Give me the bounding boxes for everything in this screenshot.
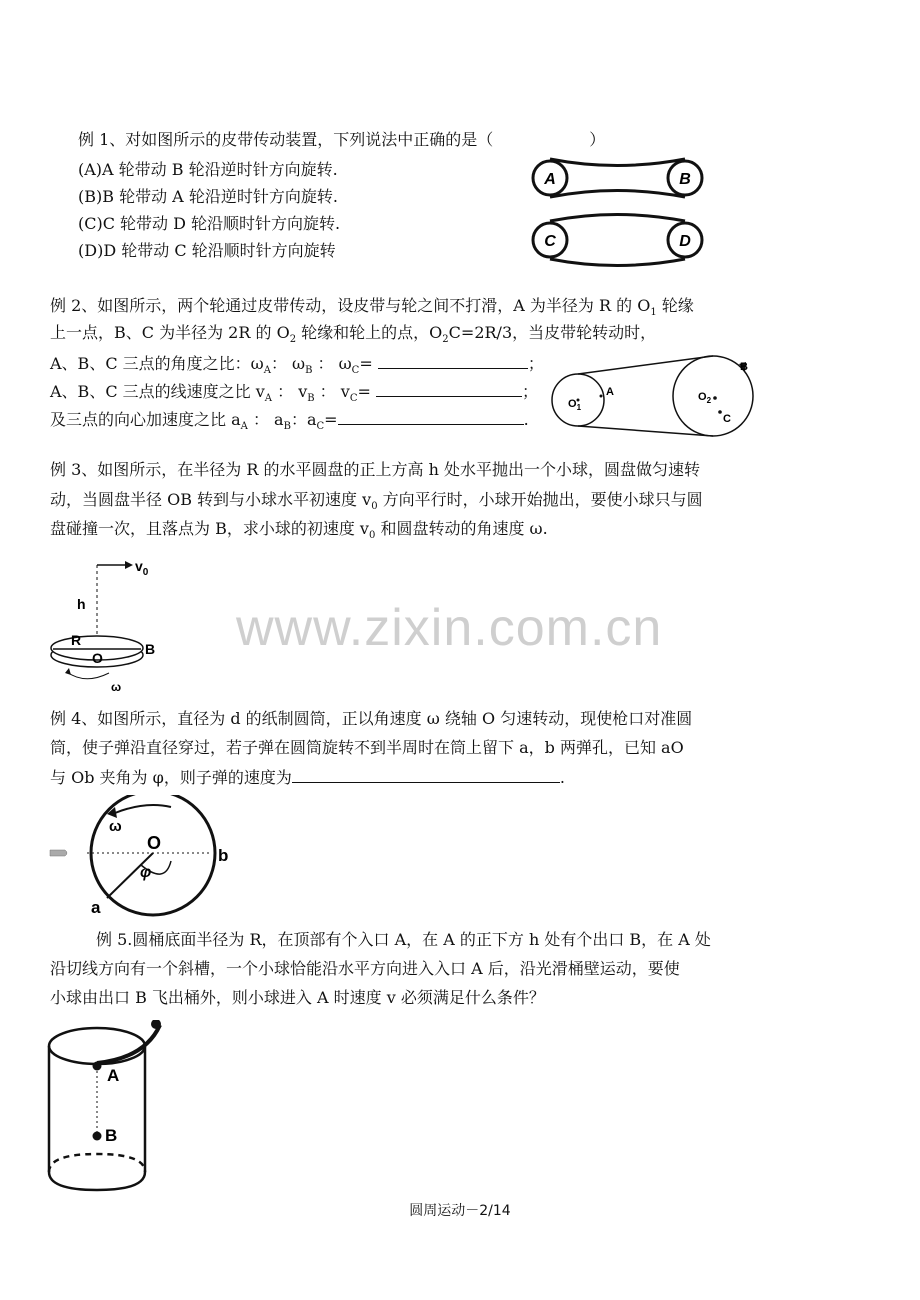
ex4-cylinder-figure (45, 795, 245, 920)
ex4-fig-label-omega: ω (109, 818, 122, 835)
watermark: www.zixin.com.cn (236, 599, 663, 657)
ex4-line3: 与 Ob 夹角为 φ，则子弹的速度为 . (50, 768, 565, 787)
ex3-fig-label-b: B (145, 641, 156, 657)
ex2-fig-label-o1: $O_1$ (568, 398, 582, 412)
ex2-answer-blank-1[interactable] (378, 352, 528, 369)
ex4-fig-label-o: O (147, 833, 162, 853)
ex5-fig-label-b: B (105, 1126, 118, 1145)
ex1-option-b: (B)B 轮带动 A 轮沿逆时针方向旋转. (78, 187, 338, 206)
ex2-question-accel: 及三点的向心加速度之比 $a_A$ ： $a_B$：$a_C=$ . (50, 410, 529, 433)
page-footer: 圆周运动－2/14 (409, 1203, 511, 1219)
ex2-question-linear: A、B、C 三点的线速度之比 $v_A$ ： $v_B$ ： $v_C=$ ； (50, 382, 538, 405)
ex1-belt-figure (525, 150, 710, 270)
ex1-option-a: (A)A 轮带动 B 轮沿逆时针方向旋转. (78, 160, 338, 179)
ex2-fig-label-b: B (740, 361, 748, 373)
ex1-fig-label-c: C (544, 233, 556, 250)
ex1-option-c: (C)C 轮带动 D 轮沿顺时针方向旋转. (78, 214, 341, 233)
ex4-fig-label-phi: φ (140, 864, 152, 881)
ex2-question-angular: A、B、C 三点的角度之比：$\omega_A$： $\omega_B$ ： $\omega_C=$ ； (50, 354, 544, 377)
ex5-line2: 沿切线方向有一个斜槽，一个小球恰能沿水平方向进入入口 A 后，沿光滑桶壁运动，要使 (50, 959, 680, 978)
ex5-line3: 小球由出口 B 飞出桶外，则小球进入 A 时速度 v 必须满足什么条件？ (50, 988, 545, 1007)
ex2-fig-label-o2: $O_2$ (698, 391, 712, 405)
ex1-fig-label-d: D (679, 233, 691, 250)
ex4-line1: 例 4、如图所示，直径为 d 的纸制圆筒，正以角速度 ω 绕轴 O 匀速转动，现使枪口对准圆 (50, 709, 693, 728)
ex3-fig-label-v0: $v_0$ (135, 558, 149, 578)
ex2-fig-label-c: C (723, 413, 731, 425)
ex3-fig-label-h: h (77, 596, 86, 612)
ex3-disk-figure (45, 555, 175, 695)
ex1-fig-label-a: A (544, 171, 556, 188)
ex4-answer-blank[interactable] (292, 766, 560, 783)
ex4-line2: 筒，使子弹沿直径穿过，若子弹在圆筒旋转不到半周时在筒上留下 a，b 两弹孔，已知 aO (50, 738, 684, 757)
bullet-icon (50, 850, 67, 856)
ex3-fig-label-o: O (92, 650, 103, 666)
ex1-option-d: (D)D 轮带动 C 轮沿顺时针方向旋转 (78, 241, 336, 260)
ex2-answer-blank-3[interactable] (338, 408, 524, 425)
ex3-fig-label-r: R (71, 632, 82, 648)
ex2-line1: 例 2、如图所示，两个轮通过皮带传动，设皮带与轮之间不打滑，A 为半径为 R 的 $O_1$ 轮缘 (50, 296, 694, 319)
ex2-pulley-figure (548, 350, 763, 445)
ex2-line2: 上一点，B、C 为半径为 2R 的 $O_2$ 轮缘和轮上的点，$O_2C=2R/3$，当皮带轮转动时， (50, 323, 657, 346)
ex5-bucket-figure (45, 1020, 185, 1200)
ex4-fig-label-b: b (218, 846, 229, 865)
ex1-fig-label-b: B (679, 171, 691, 188)
ex3-line3: 盘碰撞一次，且落点为 B，求小球的初速度 $v_0$ 和圆盘转动的角速度 ω. (50, 519, 548, 542)
ex3-line1: 例 3、如图所示，在半径为 R 的水平圆盘的正上方高 h 处水平抛出一个小球，圆盘做匀速转 (50, 460, 700, 479)
ex3-fig-label-omega: ω (111, 680, 122, 694)
ex3-line2: 动，当圆盘半径 OB 转到与小球水平初速度 $v_0$ 方向平行时，小球开始抛出，要使小球只与圆 (50, 490, 703, 513)
ex2-fig-label-a: A (606, 386, 614, 398)
ex1-stem: 例 1、对如图所示的皮带传动装置，下列说法中正确的是（ ） (78, 130, 606, 149)
ex4-fig-label-a: a (91, 898, 101, 917)
ex2-answer-blank-2[interactable] (376, 380, 522, 397)
ex5-fig-label-a: A (107, 1066, 120, 1085)
ex5-line1: 例 5.圆桶底面半径为 R，在顶部有个入口 A，在 A 的正下方 h 处有个出口 B，在 A 处 (96, 930, 711, 949)
